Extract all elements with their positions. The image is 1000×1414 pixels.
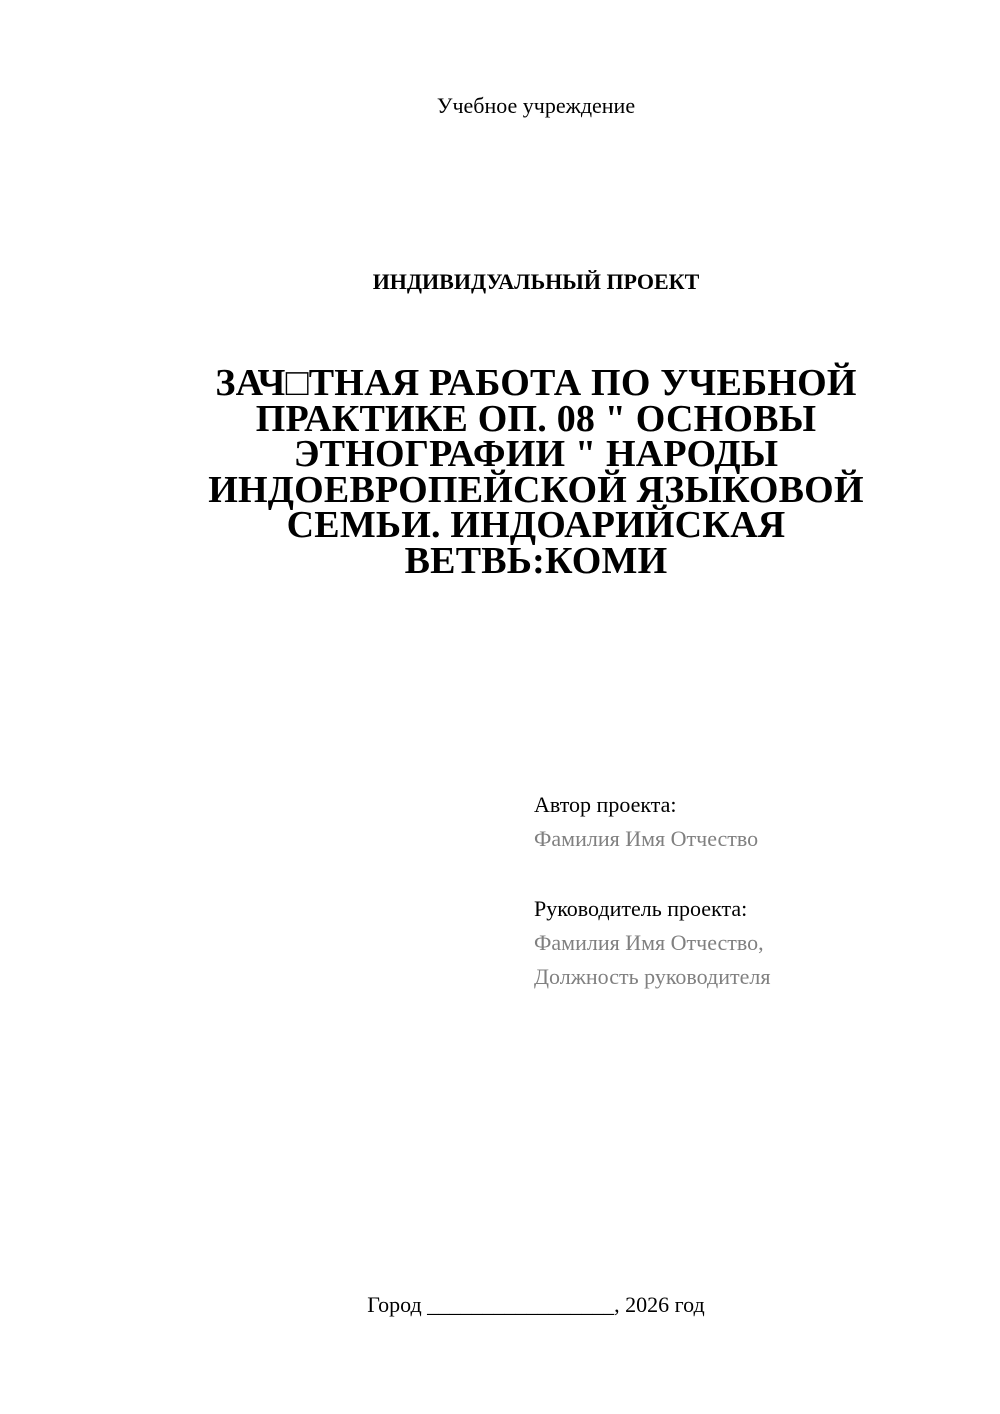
credits-spacer: [534, 856, 974, 892]
title-line: СЕМЬИ. ИНДОАРИЙСКАЯ: [286, 504, 786, 546]
title-line: ЭТНОГРАФИИ " НАРОДЫ: [293, 433, 779, 475]
title-line: ВЕТВЬ:КОМИ: [404, 539, 668, 582]
supervisor-name: Фамилия Имя Отчество,: [534, 930, 764, 955]
author-label: Автор проекта:: [534, 792, 677, 817]
title-line: ИНДОЕВРОПЕЙСКОЙ ЯЗЫКОВОЙ: [208, 468, 864, 511]
title-line: ПРАКТИКЕ ОП. 08 " ОСНОВЫ: [255, 397, 817, 440]
document-type-heading: ИНДИВИДУАЛЬНЫЙ ПРОЕКТ: [372, 269, 700, 294]
project-credits: [534, 788, 974, 994]
supervisor-label: Руководитель проекта:: [534, 896, 748, 921]
institution-name: Учебное учреждение: [436, 93, 636, 118]
author-name: Фамилия Имя Отчество: [534, 826, 759, 851]
title-line: ЗАЧ□ТНАЯ РАБОТА ПО УЧЕБНОЙ: [215, 362, 857, 404]
project-title: [180, 362, 892, 582]
supervisor-position: Должность руководителя: [534, 964, 771, 989]
city-year-line: Город _________________, 2026 год: [367, 1292, 705, 1317]
